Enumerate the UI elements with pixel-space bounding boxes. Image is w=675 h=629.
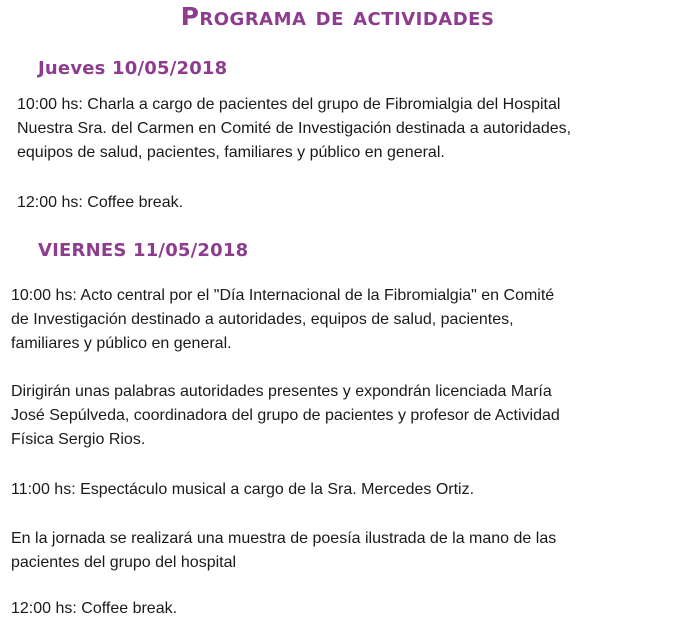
text-line: de Investigación destinado a autoridades, equipos de salud, pacientes, [11,311,514,328]
text-line: equipos de salud, pacientes, familiares y público en general. [17,144,445,161]
friday-coffee-paragraph [11,597,177,621]
text-line: 12:00 hs: Coffee break. [11,600,178,617]
text-line: 11:00 hs: Espectáculo musical a cargo de la Sra. Mercedes Ortiz. [11,481,475,498]
text-line: 12:00 hs: Coffee break. [17,194,184,211]
friday-music-paragraph [11,478,474,502]
text-line: 10:00 hs: Acto central por el "Día Internacional de la Fibromialgia" en Comité [11,287,555,304]
page-title: Programa de actividades [180,2,495,31]
text-line: Dirigirán unas palabras autoridades presentes y expondrán licenciada María [11,383,552,400]
text-line: pacientes del grupo del hospital [11,554,237,571]
text-line: 10:00 hs: Charla a cargo de pacientes del grupo de Fibromialgia del Hospital [17,96,561,113]
day-heading-thursday: Jueves 10/05/2018 [38,58,228,79]
friday-speakers-paragraph [11,380,560,452]
text-line: familiares y público en general. [11,335,232,352]
text-line: Nuestra Sra. del Carmen en Comité de Investigación destinada a autoridades, [17,120,572,137]
text-line: En la jornada se realizará una muestra de poesía ilustrada de la mano de las [11,530,557,547]
friday-poetry-paragraph [11,527,556,575]
text-line: José Sepúlveda, coordinadora del grupo de pacientes y profesor de Actividad [11,407,560,424]
thursday-talk-paragraph [17,93,571,165]
friday-main-act-paragraph [11,284,554,356]
thursday-coffee-paragraph [17,191,183,215]
text-line: Física Sergio Rios. [11,431,146,448]
day-heading-friday: VIERNES 11/05/2018 [38,240,249,261]
